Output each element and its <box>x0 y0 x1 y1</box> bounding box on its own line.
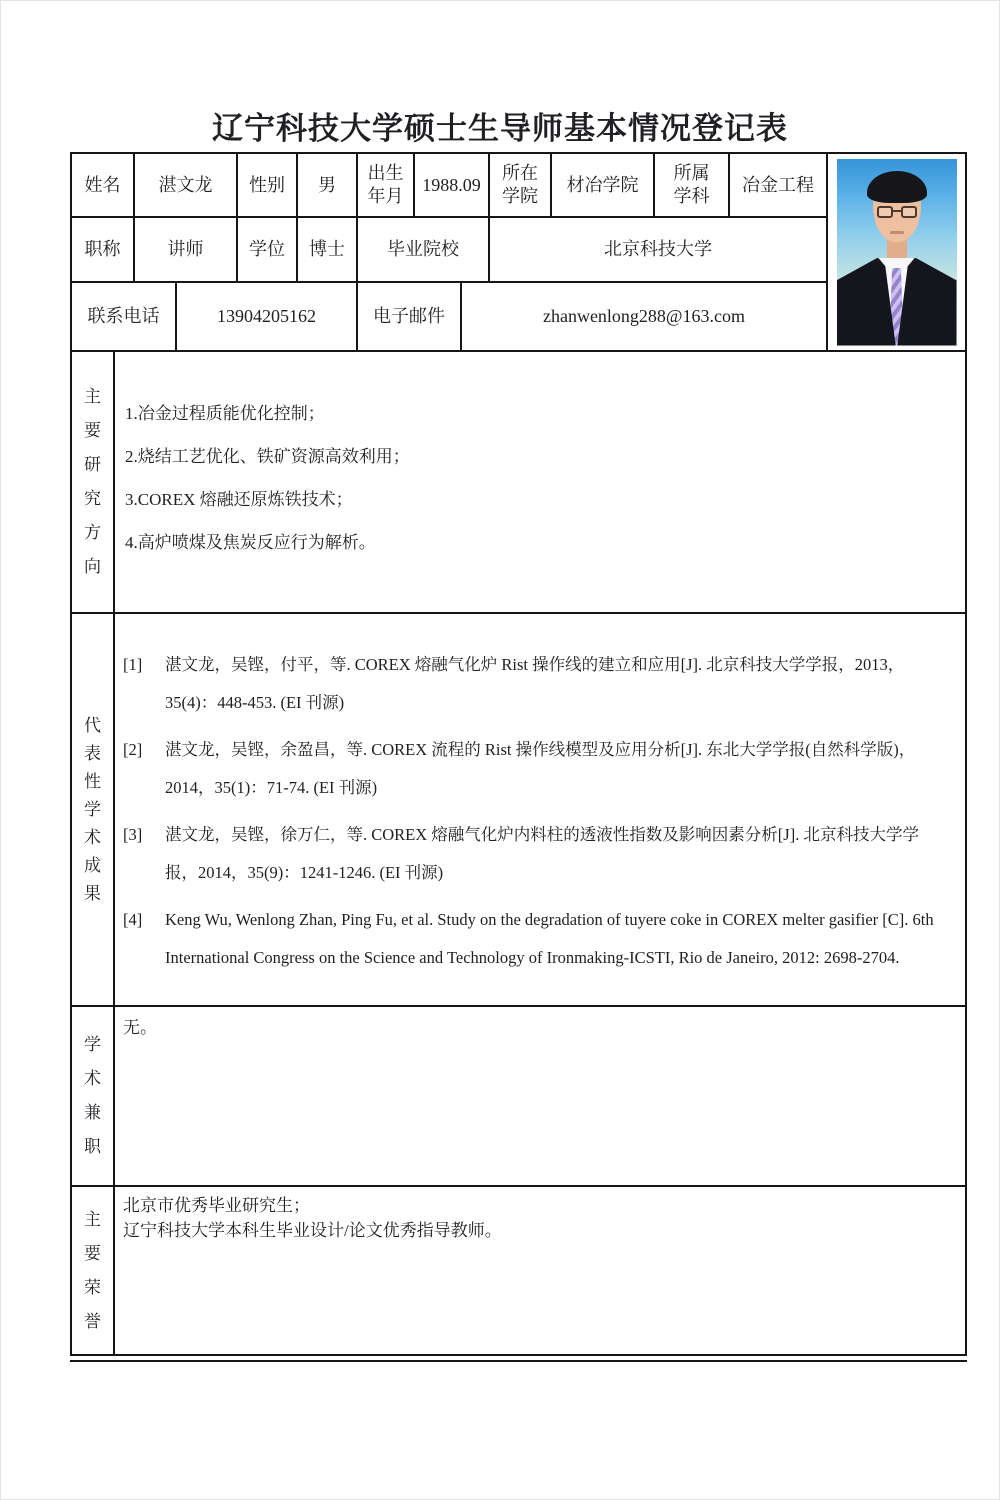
publication-text: Keng Wu, Wenlong Zhan, Ping Fu, et al. Study on the degradation of tuyere coke in COREX melter gasifier [C]. 6th International Congress on the Science and Technology of Ironmaking-ICSTI, Rio de Janeiro, 2012: 2698-2704. <box>165 910 934 967</box>
portrait-hair <box>867 171 927 203</box>
name-label: 姓名 <box>72 154 135 218</box>
publication-entry <box>123 816 951 892</box>
college-value: 材冶学院 <box>552 154 655 218</box>
academic-affiliations-section <box>70 1005 967 1187</box>
portrait-photo <box>837 159 957 346</box>
photo-cell <box>828 154 965 350</box>
publication-text: 湛文龙，吴铿，余盈昌，等. COREX 流程的 Rist 操作线模型及应用分析[J]. 东北大学学报(自然科学版)，2014，35(1)：71-74. (EI 刊源) <box>165 740 916 797</box>
research-direction-item: 1.冶金过程质能优化控制； <box>125 404 325 423</box>
college-label: 所在学院 <box>490 154 552 218</box>
table-bottom-border <box>70 1360 967 1362</box>
publication-entry <box>123 901 951 977</box>
publication-number: [2] <box>123 740 143 759</box>
degree-value: 博士 <box>298 218 358 283</box>
birth-date-label: 出生年月 <box>358 154 415 218</box>
research-direction-item: 3.COREX 熔融还原炼铁技术； <box>125 490 353 509</box>
publication-text: 湛文龙，吴铿，徐万仁，等. COREX 熔融气化炉内料柱的透液性指数及影响因素分析[J]. 北京科技大学学报，2014，35(9)：1241-1246. (EI 刊源) <box>165 825 919 882</box>
page-title: 辽宁科技大学硕士生导师基本情况登记表 <box>212 111 788 146</box>
academic-achievements-section <box>70 612 967 1007</box>
alma-mater-value: 北京科技大学 <box>490 218 828 283</box>
alma-mater-label: 毕业院校 <box>358 218 490 283</box>
basic-info-table <box>70 152 967 352</box>
honor-item: 北京市优秀毕业研究生； <box>123 1196 310 1215</box>
phone-label: 联系电话 <box>72 283 177 350</box>
email-label: 电子邮件 <box>358 283 462 350</box>
portrait-glasses-right-lens <box>901 206 917 218</box>
honors-list <box>115 1187 965 1354</box>
discipline-value: 冶金工程 <box>730 154 828 218</box>
discipline-label: 所属学科 <box>655 154 730 218</box>
main-honors-section-label: 主要荣誉 <box>72 1187 115 1354</box>
birth-date-value: 1988.09 <box>415 154 490 218</box>
publication-entry <box>123 646 951 722</box>
research-direction-item: 2.烧结工艺优化、铁矿资源高效利用； <box>125 447 410 466</box>
honor-item: 辽宁科技大学本科生毕业设计/论文优秀指导教师。 <box>123 1221 502 1240</box>
email-value: zhanwenlong288@163.com <box>462 283 828 350</box>
phone-value: 13904205162 <box>177 283 358 350</box>
name-value: 湛文龙 <box>135 154 238 218</box>
job-title-value: 讲师 <box>135 218 238 283</box>
publication-entry <box>123 731 951 807</box>
publication-number: [1] <box>123 655 143 674</box>
gender-value: 男 <box>298 154 358 218</box>
research-directions-section <box>70 350 967 614</box>
academic-affiliations-content: 无。 <box>123 1018 157 1037</box>
job-title-label: 职称 <box>72 218 135 283</box>
publication-number: [4] <box>123 910 143 929</box>
research-directions-section-label: 主要研究方向 <box>72 352 115 612</box>
portrait-glasses-bridge <box>892 210 902 212</box>
research-direction-item: 4.高炉喷煤及焦炭反应行为解析。 <box>125 533 376 552</box>
publication-number: [3] <box>123 825 143 844</box>
main-honors-section <box>70 1185 967 1356</box>
publications-list <box>115 614 965 1005</box>
research-directions-list <box>115 352 965 612</box>
portrait-mouth <box>890 231 904 234</box>
gender-label: 性别 <box>238 154 298 218</box>
portrait-glasses-left-lens <box>877 206 893 218</box>
academic-affiliations-section-label: 学术兼职 <box>72 1007 115 1185</box>
publication-text: 湛文龙，吴铿，付平，等. COREX 熔融气化炉 Rist 操作线的建立和应用[J]. 北京科技大学学报，2013，35(4)：448-453. (EI 刊源) <box>165 655 905 712</box>
degree-label: 学位 <box>238 218 298 283</box>
academic-achievements-section-label: 代表性学术成果 <box>72 614 115 1005</box>
